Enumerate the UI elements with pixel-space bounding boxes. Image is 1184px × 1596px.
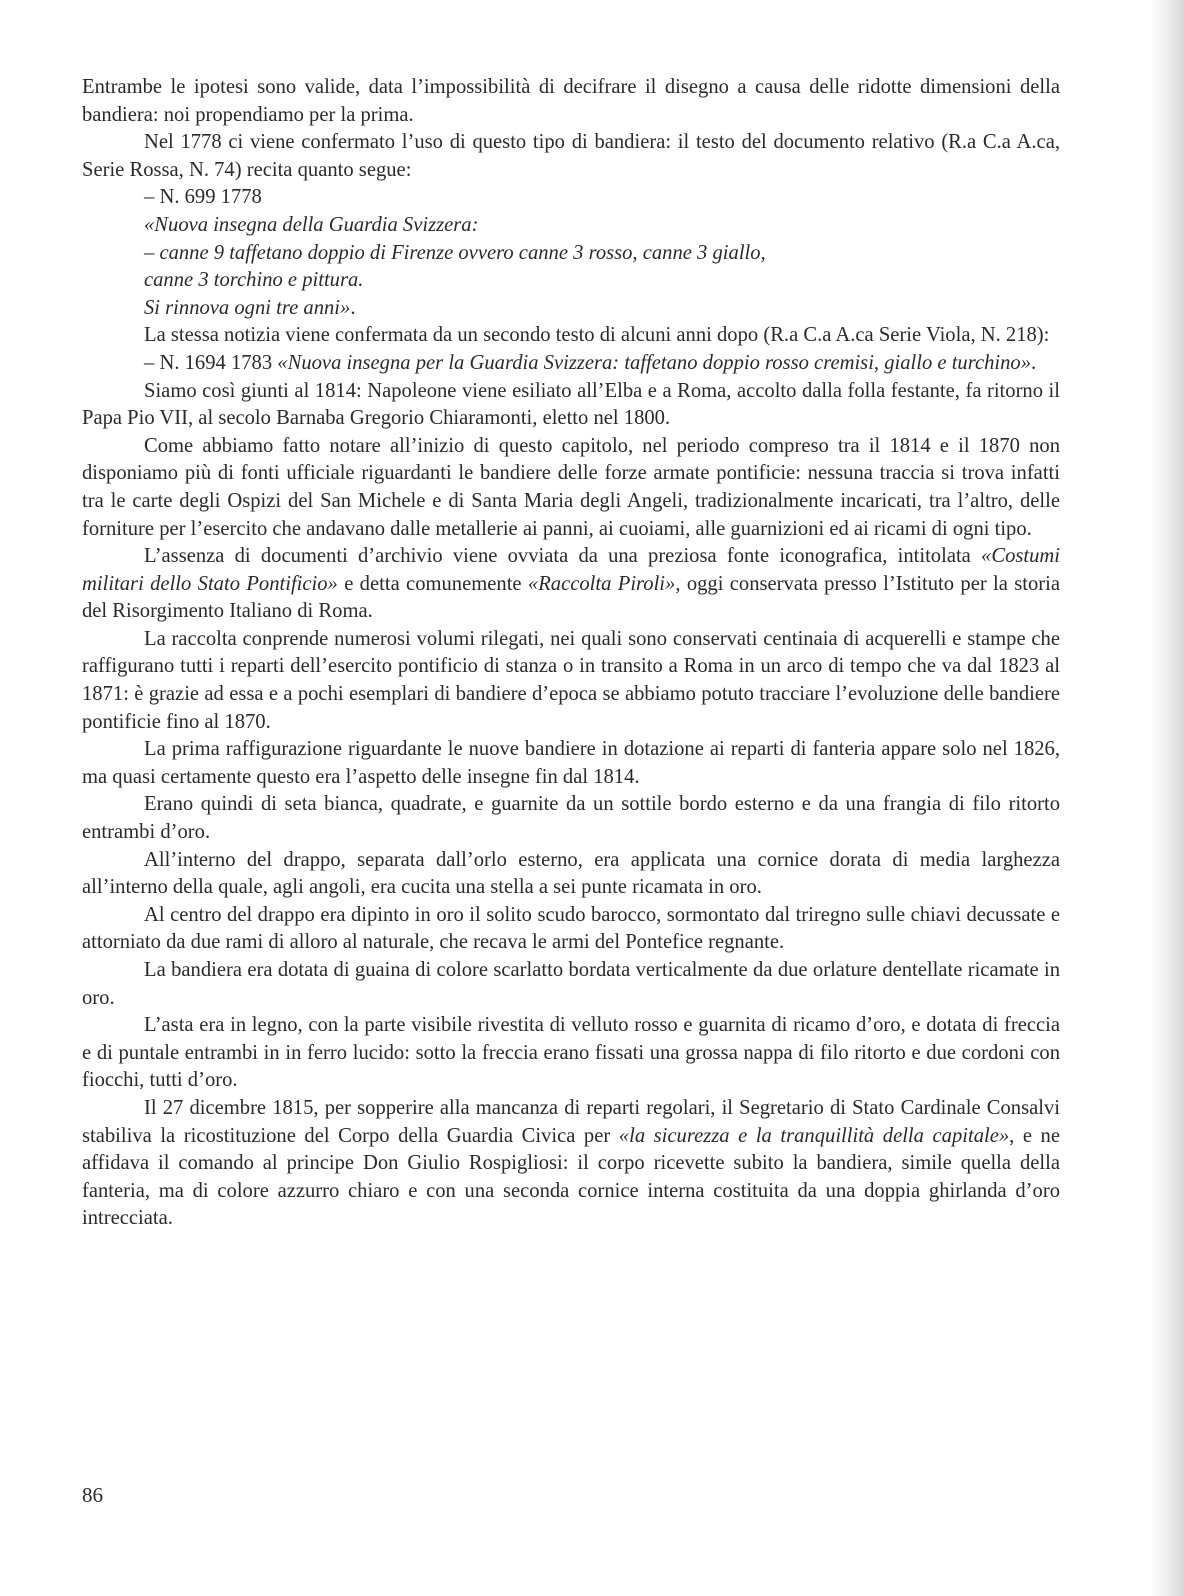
paragraph-p4 [82, 212, 1060, 240]
page-number: 86 [82, 1483, 103, 1507]
text-segment: Siamo così giunti al 1814: Napoleone viene esiliato all’Elba e a Roma, accolto dalla folla festante, fa ritorno il Papa Pio VII, al secolo Barnaba Gregorio Chiaramonti, eletto nel 1800. [82, 379, 1060, 430]
text-segment: «Costumi militari dello Stato Pontificio» [82, 545, 1060, 595]
text-segment: . [1031, 351, 1037, 374]
page-body [82, 74, 1060, 1233]
paragraph-p6 [82, 267, 1060, 295]
paragraph-p16 [82, 847, 1060, 902]
text-segment: Si rinnova ogni tre anni» [144, 296, 351, 319]
text-segment: «Nuova insegna della Guardia Svizzera: [144, 213, 479, 236]
paragraph-p9 [82, 350, 1060, 378]
text-segment: L’assenza di documenti d’archivio viene ovviata da una preziosa fonte iconografica, intitolata [144, 545, 982, 568]
text-segment: canne 3 torchino e pittura. [144, 269, 364, 292]
paragraph-p7 [82, 295, 1060, 323]
text-segment: Al centro del drappo era dipinto in oro il solito scudo barocco, sormontato dal triregno sulle chiavi decussate e attorniato da due rami di alloro al naturale, che recava le armi del Pontefice regnante. [82, 903, 1060, 954]
text-segment: La prima raffigurazione riguardante le nuove bandiere in dotazione ai reparti di fanteria appare solo nel 1826, ma quasi certamente questo era l’aspetto delle insegne fin dal 1814. [82, 738, 1060, 788]
text-segment: Come abbiamo fatto notare all’inizio di questo capitolo, nel periodo compreso tra il 1814 e il 1870 non disponiamo più di fonti ufficiale riguardanti le bandiere delle forze armate pontificie: nessuna traccia si trova infatti tra le carte degli Ospizi del San Michele e di Santa Maria degli Angeli, tradizionalmente incaricati, tra l’altro, delle forniture per l’esercito che andavano dalle metallerie ai panni, ai cuoiami, alle guarnizioni ed ai ricami di ogni tipo. [82, 434, 1060, 540]
text-segment: L’asta era in legno, con la parte visibile rivestita di velluto rosso e guarnita di ricamo d’oro, e dotata di freccia e di puntale entrambi in in ferro lucido: sotto la freccia erano fissati una grossa nappa di filo ritorto e due cordoni con fiocchi, tutti d’oro. [82, 1014, 1060, 1092]
text-segment: Il 27 dicembre 1815, per sopperire alla mancanza di reparti regolari, il Segretario di Stato Cardinale Consalvi stabiliva la ricostituzione del Corpo della Guardia Civica per [82, 1096, 1060, 1147]
paragraph-p20 [82, 1095, 1060, 1233]
text-segment: La stessa notizia viene confermata da un secondo testo di alcuni anni dopo (R.a C.a A.ca Serie Viola, N. 218): [144, 324, 1050, 347]
text-segment: All’interno del drappo, separata dall’orlo esterno, era applicata una cornice dorata di media larghezza all’interno della quale, agli angoli, era cucita una stella a sei punte ricamata in oro. [82, 848, 1060, 899]
text-segment: «Nuova insegna per la Guardia Svizzera: taffetano doppio rosso cremisi, giallo e turchino» [277, 351, 1032, 374]
paragraph-p5 [82, 240, 1060, 268]
text-segment: . [350, 296, 356, 319]
text-segment: , oggi conservata presso l’Istituto per la storia del Risorgimento Italiano di Roma. [82, 572, 1061, 623]
paragraph-p8 [82, 322, 1060, 350]
text-segment: – canne 9 taffetano doppio di Firenze ovvero canne 3 rosso, canne 3 giallo, [144, 241, 766, 264]
paragraph-p18 [82, 957, 1060, 1012]
paragraph-p11 [82, 433, 1060, 543]
paragraph-p3 [82, 184, 1060, 212]
body-text [82, 74, 1060, 1233]
text-segment: «Raccolta Piroli» [527, 572, 676, 595]
paragraph-p17 [82, 902, 1060, 957]
page-edge-shadow [1150, 0, 1184, 1596]
text-segment: La raccolta conprende numerosi volumi rilegati, nei quali sono conservati centinaia di acquerelli e stampe che raffigurano tutti i reparti dell’esercito pontificio di stanza o in transito a Roma in un arco di tempo che va dal 1823 al 1871: è grazie ad essa e a pochi esemplari di bandiere d’epoca se abbiamo potuto tracciare l’evoluzione delle bandiere pontificie fino al 1870. [82, 627, 1060, 733]
text-segment: La bandiera era dotata di guaina di colore scarlatto bordata verticalmente da due orlature dentellate ricamate in oro. [82, 959, 1060, 1009]
paragraph-p19 [82, 1012, 1060, 1095]
paragraph-p2 [82, 129, 1060, 184]
paragraph-p14 [82, 736, 1060, 791]
text-segment: «la sicurezza e la tranquillità della capitale» [618, 1124, 1010, 1147]
text-segment: Nel 1778 ci viene confermato l’uso di questo tipo di bandiera: il testo del documento relativo (R.a C.a A.ca, Serie Rossa, N. 74) recita quanto segue: [82, 131, 1060, 181]
text-segment: – N. 1694 1783 [144, 351, 278, 374]
paragraph-p13 [82, 626, 1060, 736]
text-segment: Erano quindi di seta bianca, quadrate, e guarnite da un sottile bordo esterno e da una frangia di filo ritorto entrambi d’oro. [82, 793, 1060, 844]
paragraph-p12 [82, 543, 1060, 626]
paragraph-p10 [82, 378, 1060, 433]
text-segment: , e ne affidava il comando al principe Don Giulio Rospigliosi: il corpo ricevette subito la bandiera, simile quella della fanteria, ma di colore azzurro chiaro e con una seconda cornice interna costituita da una doppia ghirlanda d’oro intrecciata. [82, 1124, 1060, 1230]
text-segment: e detta comunemente [337, 572, 528, 595]
text-segment: – N. 699 1778 [144, 186, 262, 209]
text-segment: Entrambe le ipotesi sono valide, data l’impossibilità di decifrare il disegno a causa delle ridotte dimensioni della bandiera: noi propendiamo per la prima. [82, 76, 1060, 126]
paragraph-p15 [82, 791, 1060, 846]
paragraph-p1 [82, 74, 1060, 129]
